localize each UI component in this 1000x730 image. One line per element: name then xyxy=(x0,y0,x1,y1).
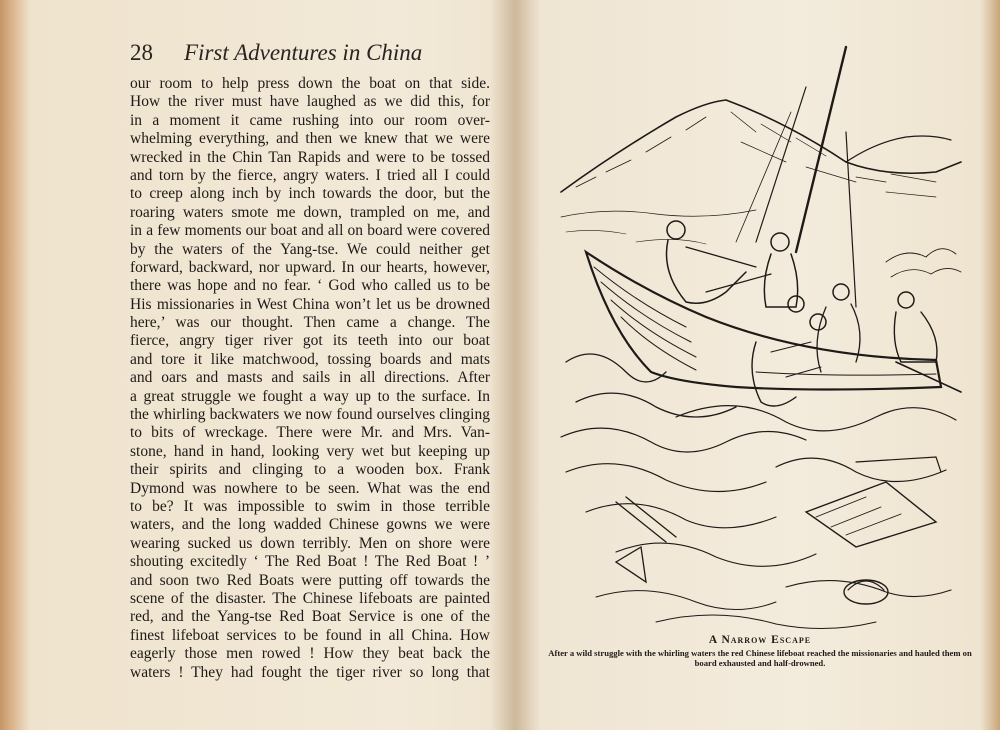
body-line: in a moment it came rushing into our room over- xyxy=(130,111,490,129)
right-page xyxy=(520,0,1000,730)
body-line: wearing sucked us down terribly. Men on shore were xyxy=(130,534,490,552)
body-line: a great struggle we fought a way up to the surface. In xyxy=(130,387,490,405)
body-line: wrecked in the Chin Tan Rapids and were to be tossed xyxy=(130,148,490,166)
body-line: to bits of wreckage. There were Mr. and Mrs. Van- xyxy=(130,424,490,442)
body-line: to be? It was impossible to swim in those terrible xyxy=(130,497,490,515)
body-line: whelming everything, and then we knew that we were xyxy=(130,130,490,148)
body-line: here,’ was our thought. Then came a change. The xyxy=(130,314,490,332)
body-line: scene of the disaster. The Chinese lifeboats are painted xyxy=(130,589,490,607)
body-line: waters ! They had fought the tiger river so long that xyxy=(130,663,490,681)
body-line: and tore it like matchwood, tossing boards and mats xyxy=(130,350,490,368)
body-line: and soon two Red Boats were putting off towards the xyxy=(130,571,490,589)
body-line: and oars and masts and sails in all directions. After xyxy=(130,369,490,387)
body-line: Dymond was nowhere to be seen. What was the end xyxy=(130,479,490,497)
body-line: roaring waters smote me down, trampled on me, and xyxy=(130,203,490,221)
body-line: finest lifeboat services to be found in all China. How xyxy=(130,626,490,644)
body-line: the whirling backwaters we now found ourselves clinging xyxy=(130,406,490,424)
illustration-caption-text: After a wild struggle with the whirling waters the red Chinese lifeboat reached the missionaries and hauled them on board exhausted and half-drowned. xyxy=(548,648,972,668)
body-line: How the river must have laughed as we did this, for xyxy=(130,93,490,111)
body-line: to creep along inch by inch towards the door, but the xyxy=(130,185,490,203)
body-line: His missionaries in West China won’t let us be drowned xyxy=(130,295,490,313)
body-text xyxy=(130,75,490,682)
body-line: by the waters of the Yang-tse. We could neither get xyxy=(130,240,490,258)
body-line: red, and the Yang-tse Red Boat Service is one of the xyxy=(130,608,490,626)
body-line: their spirits and clinging to a wooden box. Frank xyxy=(130,461,490,479)
running-head xyxy=(130,40,490,70)
body-line: our room to help press down the boat on that side. xyxy=(130,75,490,92)
body-line: eagerly those men rowed ! How they beat back the xyxy=(130,645,490,663)
body-line: and torn by the fierce, angry waters. I tried all I could xyxy=(130,166,490,184)
boat-rescue-illustration xyxy=(556,42,976,632)
page-number: 28 xyxy=(130,40,153,65)
body-line: there was hope and no fear. ‘ God who called us to be xyxy=(130,277,490,295)
body-line: stone, hand in hand, looking very wet but keeping up xyxy=(130,442,490,460)
running-title: First Adventures in China xyxy=(184,40,423,65)
body-line: waters, and the long wadded Chinese gowns we were xyxy=(130,516,490,534)
illustration-caption-title: A Narrow Escape xyxy=(708,634,812,646)
body-line: fierce, angry tiger river got its teeth into our boat xyxy=(130,332,490,350)
body-line: forward, backward, nor upward. In our hearts, however, xyxy=(130,258,490,276)
body-line: shouting excitedly ‘ The Red Boat ! The Red Boat ! ’ xyxy=(130,553,490,571)
body-line: in a few moments our boat and all on board were covered xyxy=(130,222,490,240)
